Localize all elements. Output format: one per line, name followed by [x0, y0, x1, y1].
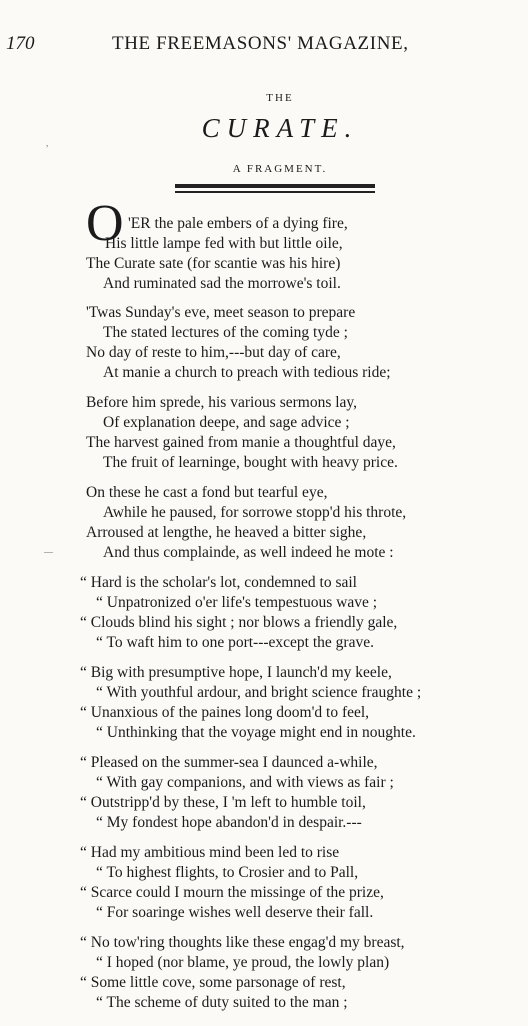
poem-line: And thus complainde, as well indeed he mote :	[103, 544, 394, 561]
poem-line: “ With gay companions, and with views as fair ;	[96, 774, 394, 791]
poem-line: The fruit of learninge, bought with heavy price.	[103, 454, 398, 471]
page-number: 170	[6, 33, 35, 54]
poem-line: No day of reste to him,---but day of care,	[86, 344, 341, 361]
article-the: THE	[266, 92, 294, 104]
poem-line: “ I hoped (nor blame, ye proud, the lowly plan)	[96, 954, 390, 971]
poem-line: “ Some little cove, some parsonage of rest,	[80, 974, 346, 991]
poem-line: “ Clouds blind his sight ; nor blows a friendly gale,	[80, 614, 398, 631]
poem-line: “ Unanxious of the paines long doom'd to feel,	[80, 704, 370, 721]
running-title: THE FREEMASONS' MAGAZINE,	[112, 33, 409, 54]
poem-line: On these he cast a fond but tearful eye,	[86, 484, 328, 501]
page-header	[0, 33, 528, 59]
margin-mark: —	[44, 547, 53, 557]
poem-line: The stated lectures of the coming tyde ;	[103, 324, 348, 341]
poem-line: Awhile he paused, for sorrowe stopp'd his throte,	[103, 504, 407, 521]
poem-line: “ Pleased on the summer-sea I daunced a-while,	[80, 754, 378, 771]
poem-line: 'ER the pale embers of a dying fire,	[128, 215, 348, 232]
poem-line: “ To waft him to one port---except the grave.	[96, 634, 374, 651]
poem-line: “ Scarce could I mourn the missinge of the prize,	[80, 884, 384, 901]
drop-cap: O	[86, 195, 124, 252]
poem-line: “ With youthful ardour, and bright science fraughte ;	[96, 684, 422, 701]
title-rule-thick	[175, 184, 375, 188]
poem-line: Arroused at lengthe, he heaved a bitter sighe,	[86, 524, 367, 541]
poem-line: The harvest gained from manie a thoughtful daye,	[86, 434, 396, 451]
poem-line: Before him sprede, his various sermons lay,	[86, 394, 358, 411]
poem-line: “ Unpatronized o'er life's tempestuous wave ;	[96, 594, 378, 611]
poem-line: Of explanation deepe, and sage advice ;	[103, 414, 350, 431]
poem-line: 'Twas Sunday's eve, meet season to prepare	[86, 304, 356, 321]
poem-line: “ Big with presumptive hope, I launch'd my keele,	[80, 664, 392, 681]
poem-line: “ Outstripp'd by these, I 'm left to humble toil,	[80, 794, 366, 811]
margin-mark: ,	[46, 138, 49, 148]
poem-line: The Curate sate (for scantie was his hire)	[86, 255, 341, 272]
poem-line: “ No tow'ring thoughts like these engag'd my breast,	[80, 934, 405, 951]
poem-line: At manie a church to preach with tedious ride;	[103, 364, 391, 381]
title-rule-thin	[175, 191, 375, 193]
poem-line: “ To highest flights, to Crosier and to Pall,	[96, 864, 359, 881]
poem-line: His little lampe fed with but little oile,	[105, 235, 343, 252]
poem-line: “ For soaringe wishes well deserve their fall.	[96, 904, 374, 921]
article-title: CURATE.	[201, 113, 359, 143]
poem-line: “ The scheme of duty suited to the man ;	[96, 994, 348, 1011]
poem-line: And ruminated sad the morrowe's toil.	[103, 275, 341, 292]
poem-line: “ Had my ambitious mind been led to rise	[80, 844, 340, 861]
poem-line: “ My fondest hope abandon'd in despair.---	[96, 814, 362, 831]
poem-line: “ Unthinking that the voyage might end in noughte.	[96, 724, 416, 741]
article-subtitle: A FRAGMENT.	[232, 163, 328, 175]
poem-line: “ Hard is the scholar's lot, condemned to sail	[80, 574, 357, 591]
